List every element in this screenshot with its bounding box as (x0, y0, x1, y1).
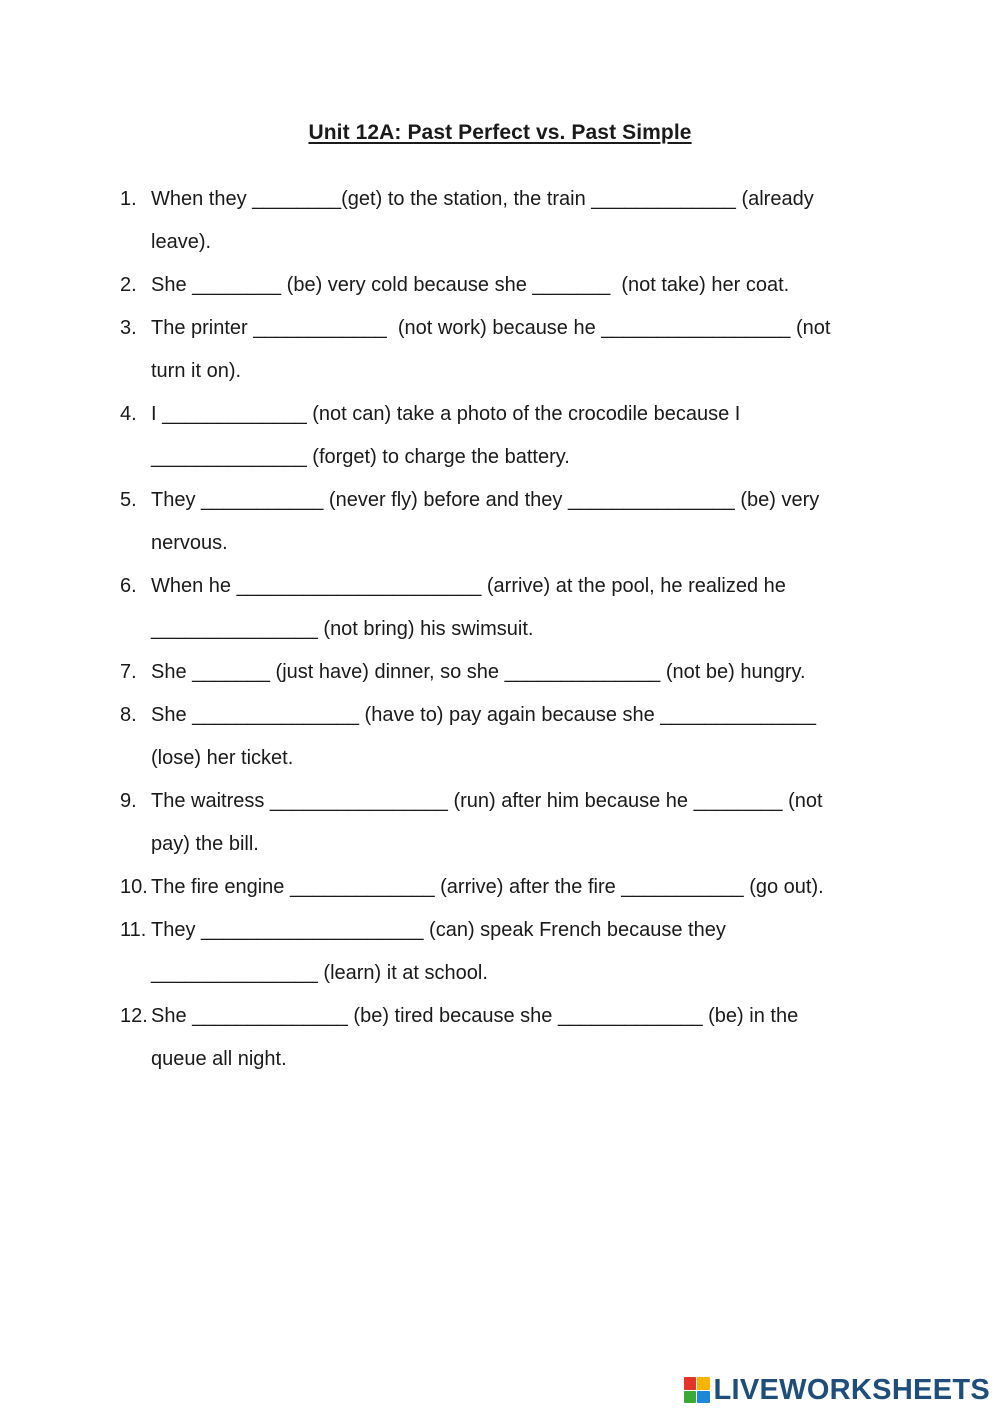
exercise-text-line: She ______________ (be) tired because she _____________ (be) in the (151, 1005, 799, 1027)
exercise-number: 12. (120, 1005, 148, 1027)
exercise-item (120, 909, 880, 995)
exercise-text-line: ______________ (forget) to charge the battery. (151, 446, 570, 468)
exercise-text-line: The fire engine _____________ (arrive) after the fire ___________ (go out). (151, 876, 824, 898)
logo-square (697, 1377, 710, 1390)
exercise-text-line: The printer ____________ (not work) because he _________________ (not (151, 317, 831, 339)
exercise-text-line: (lose) her ticket. (151, 747, 294, 769)
exercise-text-line: They ____________________ (can) speak French because they (151, 919, 726, 941)
exercise-text-line: queue all night. (151, 1048, 287, 1070)
exercise-number: 3. (120, 317, 137, 339)
exercise-number: 7. (120, 661, 137, 683)
exercise-text-line: I _____________ (not can) take a photo of the crocodile because I (151, 403, 741, 425)
exercise-text-line: pay) the bill. (151, 833, 259, 855)
exercise-text-line: _______________ (not bring) his swimsuit. (151, 618, 534, 640)
exercise-text-line: She _______________ (have to) pay again because she ______________ (151, 704, 817, 726)
exercise-item (120, 565, 880, 651)
exercise-number: 6. (120, 575, 137, 597)
exercise-item (120, 479, 880, 565)
exercise-text-line: leave). (151, 231, 212, 253)
logo-square (684, 1377, 697, 1390)
brand-name: LIVEWORKSHEETS (713, 1373, 990, 1406)
exercise-number: 9. (120, 790, 137, 812)
exercise-item (120, 995, 880, 1081)
exercise-item (120, 780, 880, 866)
worksheet-title: Unit 12A: Past Perfect vs. Past Simple (308, 121, 692, 144)
exercise-text-line: When they ________(get) to the station, the train _____________ (already (151, 188, 814, 210)
exercise-number: 1. (120, 188, 137, 210)
exercise-text-line: The waitress ________________ (run) after him because he ________ (not (151, 790, 823, 812)
exercise-text-line: _______________ (learn) it at school. (151, 962, 488, 984)
exercise-text-line: She _______ (just have) dinner, so she ______________ (not be) hungry. (151, 661, 806, 683)
exercise-item (120, 694, 880, 780)
exercise-number: 5. (120, 489, 137, 511)
exercise-number: 8. (120, 704, 137, 726)
liveworksheets-logo-icon (684, 1377, 710, 1403)
logo-square (684, 1391, 697, 1404)
exercise-number: 11. (120, 919, 147, 941)
exercise-item (120, 651, 880, 694)
exercise-number: 4. (120, 403, 137, 425)
exercise-list (120, 178, 880, 1081)
exercise-text-line: They ___________ (never fly) before and they _______________ (be) very (151, 489, 820, 511)
exercise-text-line: When he ______________________ (arrive) at the pool, he realized he (151, 575, 786, 597)
exercise-text-line: She ________ (be) very cold because she _______ (not take) her coat. (151, 274, 790, 296)
liveworksheets-branding (684, 1375, 991, 1405)
logo-square (697, 1391, 710, 1404)
exercise-number: 10. (120, 876, 148, 898)
exercise-item (120, 264, 880, 307)
exercise-text-line: nervous. (151, 532, 228, 554)
exercise-item (120, 178, 880, 264)
exercise-item (120, 866, 880, 909)
exercise-number: 2. (120, 274, 137, 296)
exercise-item (120, 393, 880, 479)
exercise-text-line: turn it on). (151, 360, 242, 382)
exercise-item (120, 307, 880, 393)
